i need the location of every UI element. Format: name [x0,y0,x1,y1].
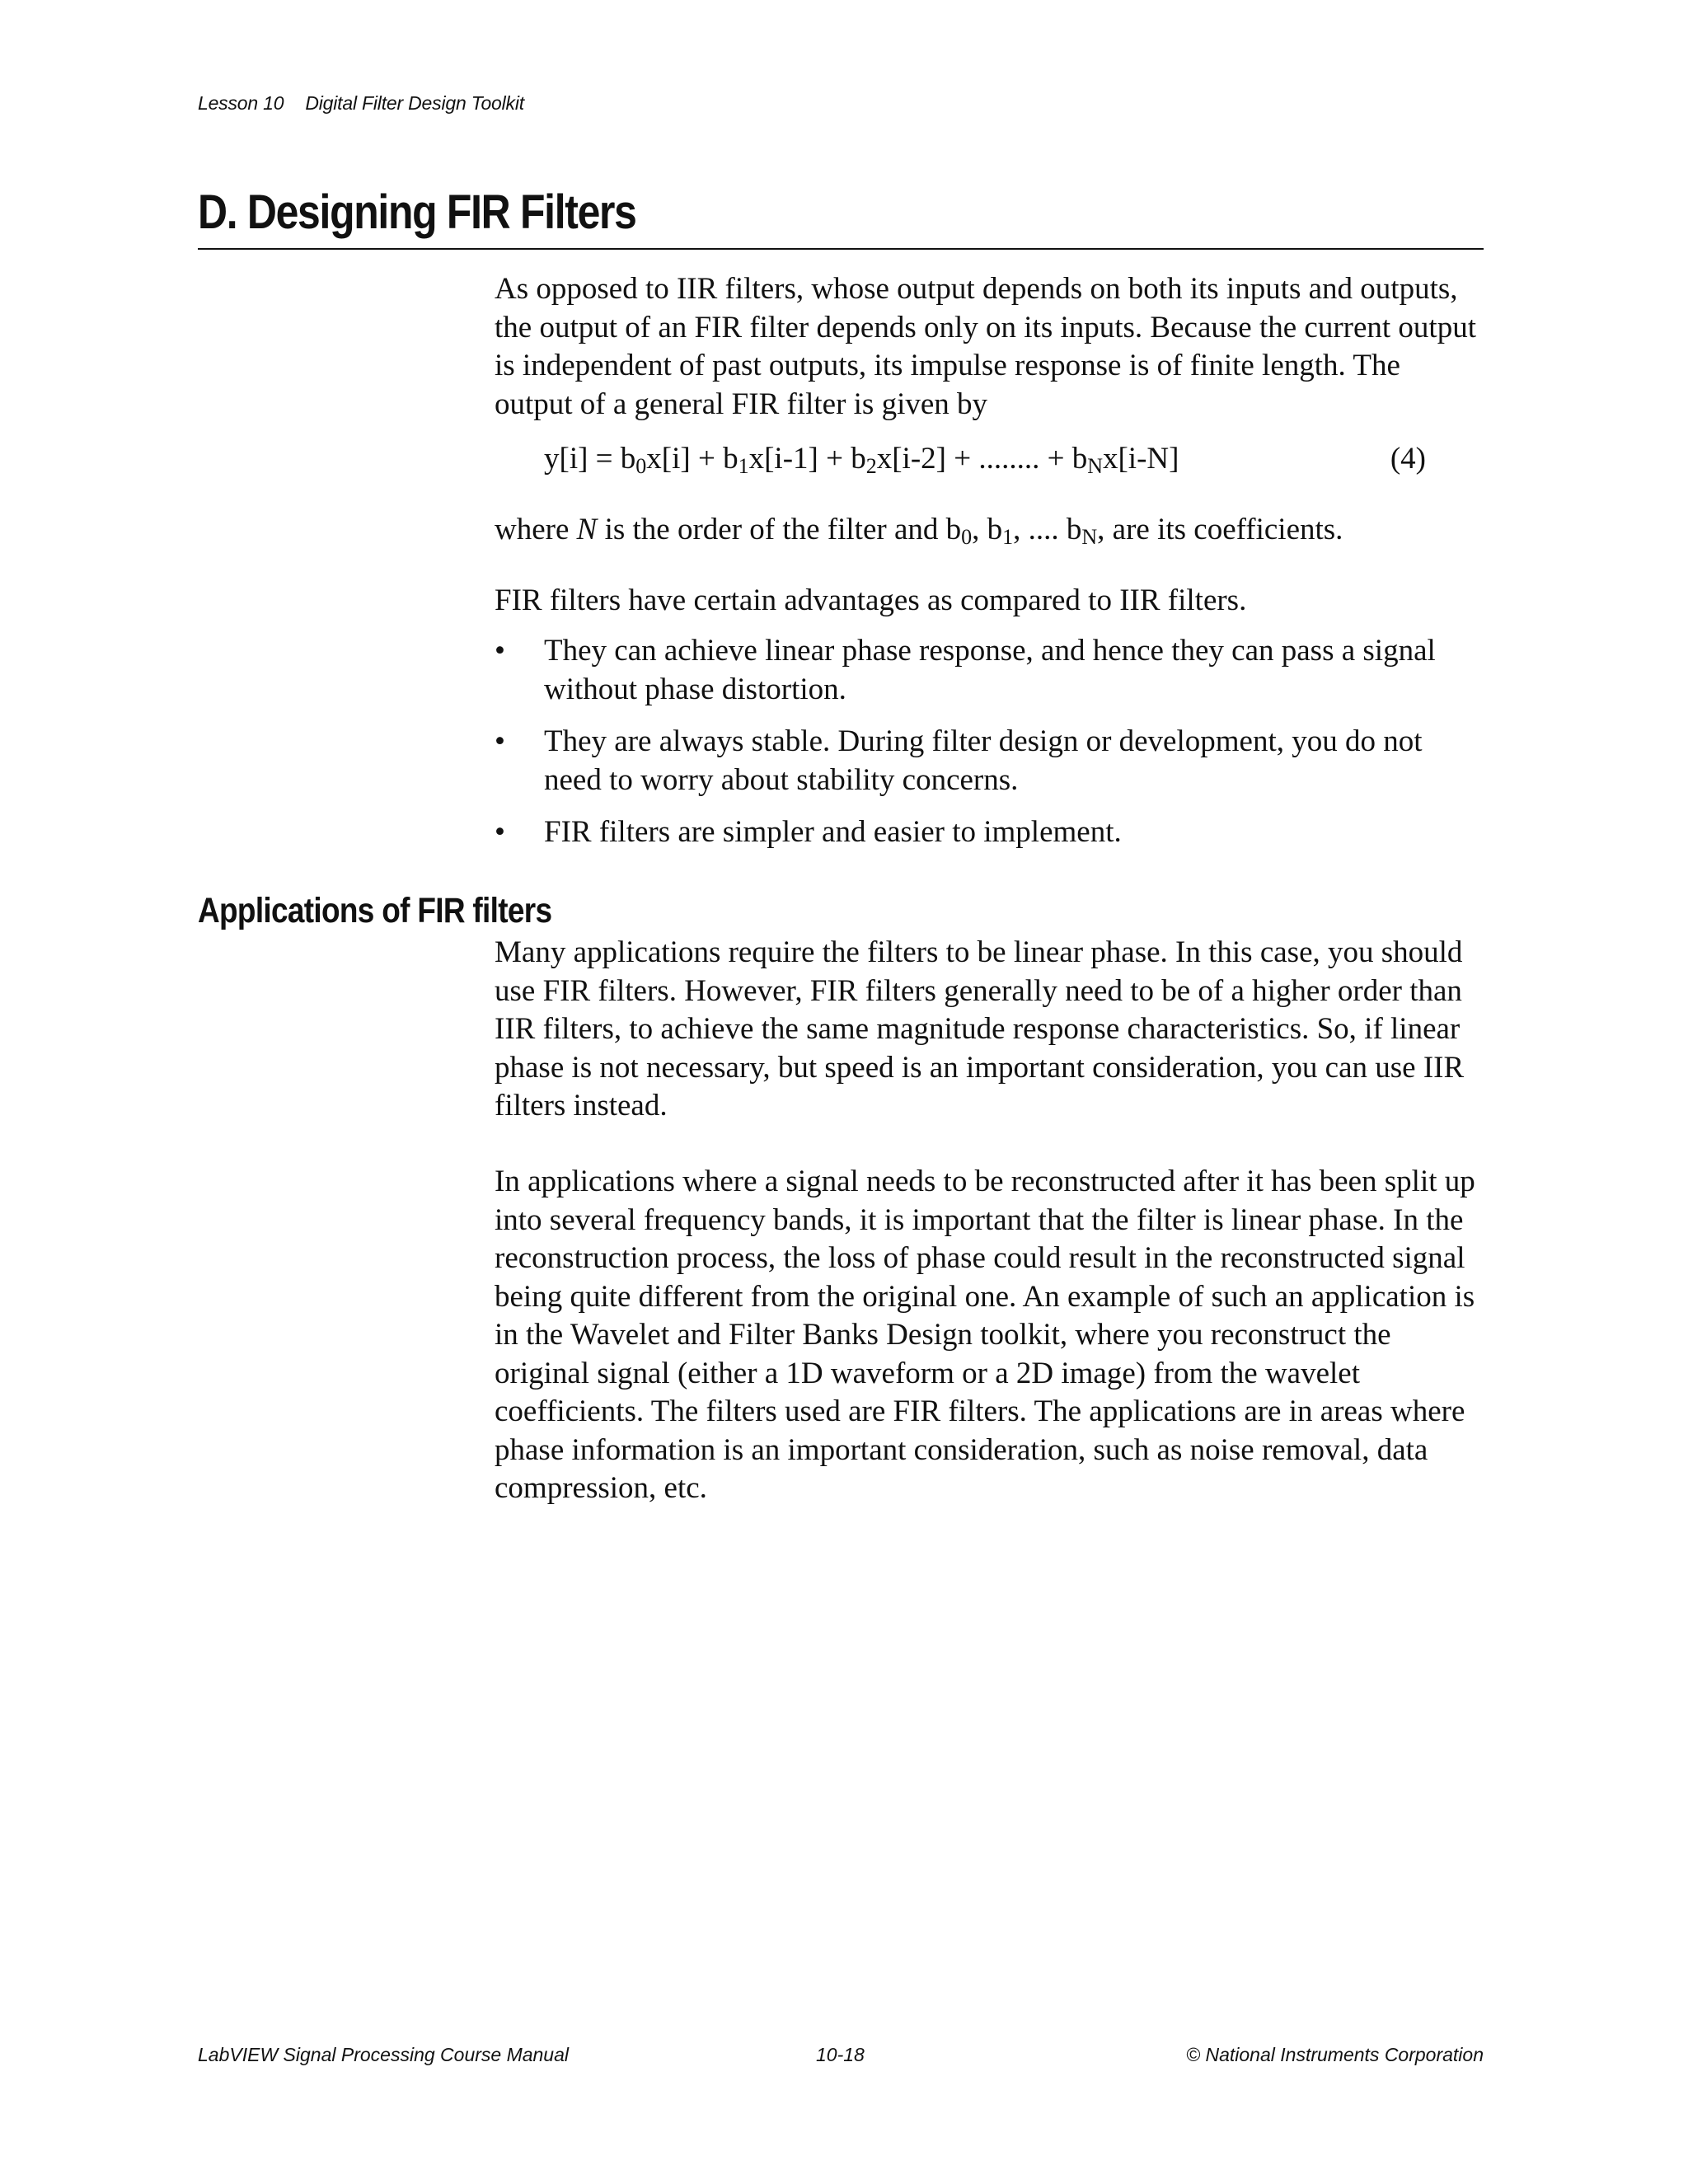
list-item: • They can achieve linear phase response, and hence they can pass a signal without phase distortion. [495,634,1436,706]
applications-title: Applications of FIR filters [198,891,552,930]
intro-block [495,270,1484,424]
equation-4 [544,440,1426,478]
advantages-list [495,632,1484,866]
applications-paragraph-1: Many applications require the filters to be linear phase. In this case, you should use FIR filters. However, FIR filters generally need to be of a higher order than IIR filters, to achieve the same magnitude response characteristics. So, if linear phase is not necessary, but speed is an important consideration, you can use IIR filters instead. [495,935,1465,1122]
intro-paragraph: As opposed to IIR filters, whose output depends on both its inputs and outputs, the output of an FIR filter depends only on its inputs. Because the current output is independent of past outputs, its impulse response is of finite length. The output of a general FIR filter is given by [495,272,1476,421]
bullet-icon: • [495,724,505,758]
bullet-icon: • [495,815,505,849]
list-item: • FIR filters are simpler and easier to implement. [495,813,1484,852]
section-title: D. Designing FIR Filters [198,185,636,239]
where-line: where N is the order of the filter and $b_0$, $b_1$, .... $b_N$, are its coefficients. [495,513,1343,549]
footer-manual-title: LabVIEW Signal Processing Course Manual [198,2044,570,2065]
footer-page-number: 10-18 [816,2044,865,2065]
equation-number: (4) [1390,442,1426,476]
advantages-intro: FIR filters have certain advantages as compared to IIR filters. [495,583,1247,617]
advantages-intro-block [495,582,1484,621]
footer-copyright: © National Instruments Corporation [1186,2044,1484,2065]
variable-n: N [576,513,598,546]
applications-paragraph-2-block [495,1163,1484,1508]
header-title: Digital Filter Design Toolkit [305,92,524,114]
bullet-icon: • [495,634,505,668]
equation-body: $y[i] = b_0x[i] + b_1x[i-1] + b_2x[i-2]$ + ........ + $b_Nx[i-N]$ [544,442,1179,478]
list-item: • They are always stable. During filter design or development, you do not need to worry about stability concerns. [495,724,1423,797]
section-title-rule [198,248,1484,250]
applications-paragraph-1-block [495,934,1484,1126]
header-lesson: Lesson 10 [198,92,284,114]
running-header [198,92,524,115]
applications-paragraph-2: In applications where a signal needs to be reconstructed after it has been split up into several frequency bands, it is important that the filter is linear phase. In the reconstruction process, the loss of phase could result in the reconstructed signal being quite different from the original one. An example of such an application is in the Wavelet and Filter Banks Design toolkit, where you reconstruct the original signal (either a 1D waveform or a 2D image) from the wavelet coefficients. The filters used are FIR filters. The applications are in areas where phase information is an important consideration, such as noise removal, data compression, etc. [495,1165,1475,1505]
